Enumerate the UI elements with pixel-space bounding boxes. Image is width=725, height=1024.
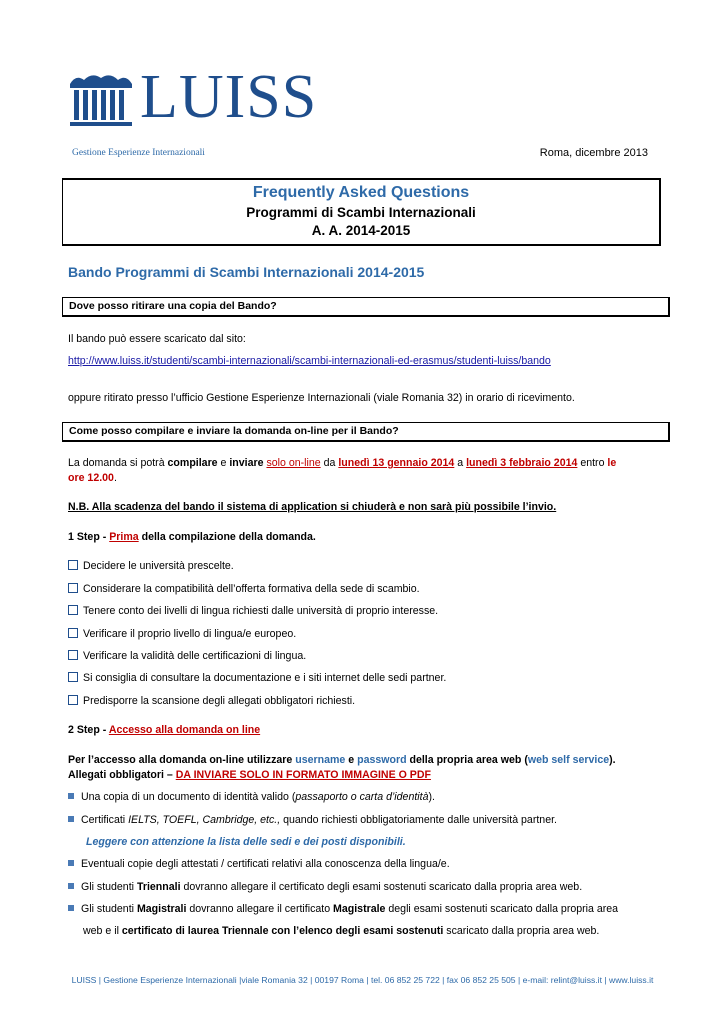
title-box bbox=[62, 178, 661, 246]
academic-year: A. A. 2014-2015 bbox=[311, 223, 411, 238]
bullet-icon bbox=[68, 905, 74, 911]
checkbox-icon bbox=[68, 583, 78, 593]
logo-wordmark: LUISS bbox=[140, 63, 318, 131]
attachments-heading: Allegati obbligatori – DA INVIARE SOLO IN FORMATO IMMAGINE O PDF bbox=[68, 769, 431, 781]
checklist-item: Si consiglia di consultare la documentazione e i siti internet delle sedi partner. bbox=[68, 671, 446, 686]
italic-note: Leggere con attenzione la lista delle sedi e dei posti disponibili. bbox=[86, 836, 406, 848]
bullet-item: Gli studenti Triennali dovranno allegare il certificato degli esami sostenuti scaricato dalla propria area web. bbox=[68, 880, 582, 895]
document-date: Roma, dicembre 2013 bbox=[539, 147, 648, 159]
bullet-icon bbox=[68, 793, 74, 799]
step2-heading: 2 Step - Accesso alla domanda on line bbox=[68, 724, 261, 736]
luiss-column-logo-icon bbox=[68, 70, 134, 131]
bando-link[interactable]: http://www.luiss.it/studenti/scambi-internazionali/scambi-internazionali-ed-erasmus/studenti-luiss/bando bbox=[68, 355, 551, 367]
q1-answer-intro: Il bando può essere scaricato dal sito: bbox=[68, 333, 246, 345]
q2-paragraph: La domanda si potrà compilare e inviare solo on-line da lunedì 13 gennaio 2014 a lunedì 3 febbraio 2014 entro le ore 12.00. bbox=[68, 457, 617, 484]
checklist-item: Verificare il proprio livello di lingua/e europeo. bbox=[68, 627, 296, 642]
bullet-item: Una copia di un documento di identità valido (passaporto o carta d’identità). bbox=[68, 790, 435, 805]
page-subtitle: Programmi di Scambi Internazionali bbox=[246, 205, 476, 220]
checklist-item: Considerare la compatibilità dell’offerta formativa della sede di scambio. bbox=[68, 582, 420, 597]
checkbox-icon bbox=[68, 560, 78, 570]
checkbox-icon bbox=[68, 628, 78, 638]
checklist-item: Decidere le università prescelte. bbox=[68, 559, 234, 574]
bullet-icon bbox=[68, 860, 74, 866]
checklist-item: Tenere conto dei livelli di lingua richiesti dalle università di proprio interesse. bbox=[68, 604, 438, 619]
bullet-continuation: web e il certificato di laurea Triennale con l’elenco degli esami sostenuti scaricato dalla propria area web. bbox=[83, 925, 600, 937]
section-heading: Bando Programmi di Scambi Internazionali 2014-2015 bbox=[68, 264, 425, 280]
access-instructions: Per l’accesso alla domanda on-line utilizzare username e password della propria area web (web self service). bbox=[68, 754, 616, 766]
bullet-item: Gli studenti Magistrali dovranno allegare il certificato Magistrale degli esami sostenuti scaricato dalla propria area bbox=[68, 902, 618, 917]
org-name: Gestione Esperienze Internazionali bbox=[72, 148, 205, 158]
checkbox-icon bbox=[68, 672, 78, 682]
checklist-item: Verificare la validità delle certificazioni di lingua. bbox=[68, 649, 306, 664]
question-box-1: Dove posso ritirare una copia del Bando? bbox=[62, 297, 670, 317]
checkbox-icon bbox=[68, 605, 78, 615]
checkbox-icon bbox=[68, 695, 78, 705]
bullet-icon bbox=[68, 816, 74, 822]
page-title: Frequently Asked Questions bbox=[252, 184, 470, 201]
checklist-item: Predisporre la scansione degli allegati obbligatori richiesti. bbox=[68, 694, 355, 709]
bullet-icon bbox=[68, 883, 74, 889]
q1-answer-alt: oppure ritirato presso l’ufficio Gestione Esperienze Internazionali (viale Romania 32) in orario di ricevimento. bbox=[68, 392, 575, 404]
bullet-item: Certificati IELTS, TOEFL, Cambridge, etc., quando richiesti obbligatoriamente dalle università partner. bbox=[68, 813, 557, 828]
bullet-item: Eventuali copie degli attestati / certificati relativi alla conoscenza della lingua/e. bbox=[68, 857, 450, 872]
step1-heading: 1 Step - Prima della compilazione della domanda. bbox=[68, 531, 316, 543]
page-footer: LUISS | Gestione Esperienze Internazionali |viale Romania 32 | 00197 Roma | tel. 06 852 25 722 | fax 06 852 25 505 | e-mail: relint@luiss.it | www.luiss.it bbox=[71, 975, 654, 985]
nb-note: N.B. Alla scadenza del bando il sistema di application si chiuderà e non sarà più possibile l’invio. bbox=[68, 501, 557, 513]
question-box-2: Come posso compilare e inviare la domanda on-line per il Bando? bbox=[62, 422, 670, 442]
checkbox-icon bbox=[68, 650, 78, 660]
